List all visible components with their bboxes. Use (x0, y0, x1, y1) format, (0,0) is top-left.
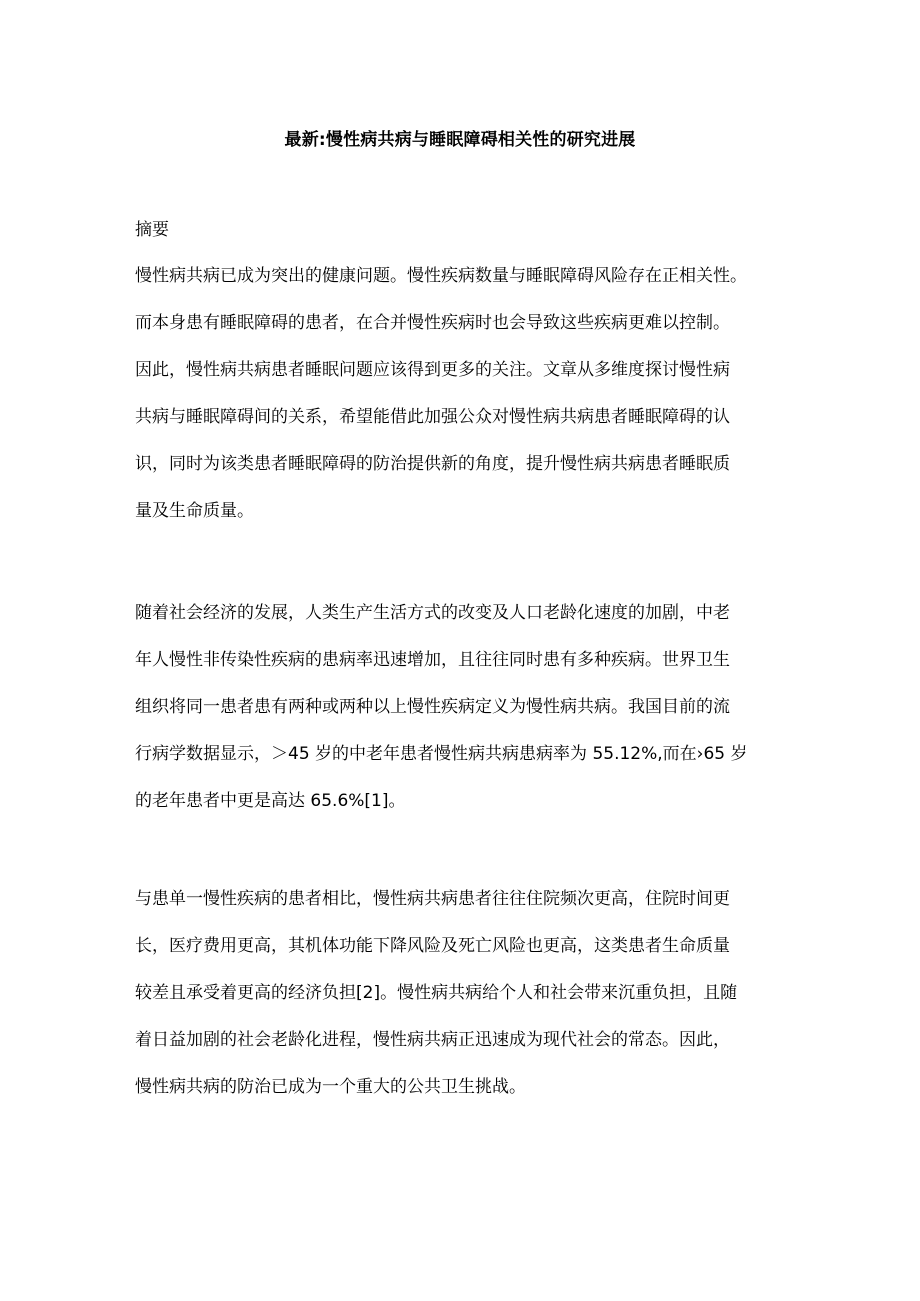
text-line: 因此，慢性病共病患者睡眠问题应该得到更多的关注。文章从多维度探讨慢性病 (135, 360, 730, 380)
text-line: 较差且承受着更高的经济负担[2]。慢性病共病给个人和社会带来沉重负担，且随 (135, 983, 738, 1003)
abstract-heading: 摘要 (135, 220, 169, 240)
text-line: 识，同时为该类患者睡眠障碍的防治提供新的角度，提升慢性病共病患者睡眠质 (135, 454, 730, 474)
text-line: 组织将同一患者患有两种或两种以上慢性疾病定义为慢性病共病。我国目前的流 (135, 697, 730, 717)
text-line: 慢性病共病已成为突出的健康问题。慢性疾病数量与睡眠障碍风险存在正相关性。 (135, 266, 747, 286)
text-line: 共病与睡眠障碍间的关系，希望能借此加强公众对慢性病共病患者睡眠障碍的认 (135, 407, 730, 427)
text-line: 与患单一慢性疾病的患者相比，慢性病共病患者往往住院频次更高，住院时间更 (135, 889, 730, 909)
text-line: 随着社会经济的发展，人类生产生活方式的改变及人口老龄化速度的加剧，中老 (135, 603, 730, 623)
document-title: 最新:慢性病共病与睡眠障碍相关性的研究进展 (284, 130, 636, 150)
abstract-paragraph (135, 253, 815, 535)
text-line: 而本身患有睡眠障碍的患者，在合并慢性疾病时也会导致这些疾病更难以控制。 (135, 313, 730, 333)
text-line: 量及生命质量。 (135, 501, 254, 521)
text-line: 着日益加剧的社会老龄化进程，慢性病共病正迅速成为现代社会的常态。因此， (135, 1030, 730, 1050)
body-paragraph (135, 876, 815, 1111)
text-line: 长，医疗费用更高，其机体功能下降风险及死亡风险也更高，这类患者生命质量 (135, 936, 730, 956)
text-line: 年人慢性非传染性疾病的患病率迅速增加，且往往同时患有多种疾病。世界卫生 (135, 650, 730, 670)
text-line: 慢性病共病的防治已成为一个重大的公共卫生挑战。 (135, 1077, 526, 1097)
body-paragraph (135, 590, 815, 825)
text-line: 行病学数据显示，＞45 岁的中老年患者慢性病共病患病率为 55.12%,而在›65 岁 (135, 744, 748, 764)
text-line: 的老年患者中更是高达 65.6%[1]。 (135, 791, 406, 811)
